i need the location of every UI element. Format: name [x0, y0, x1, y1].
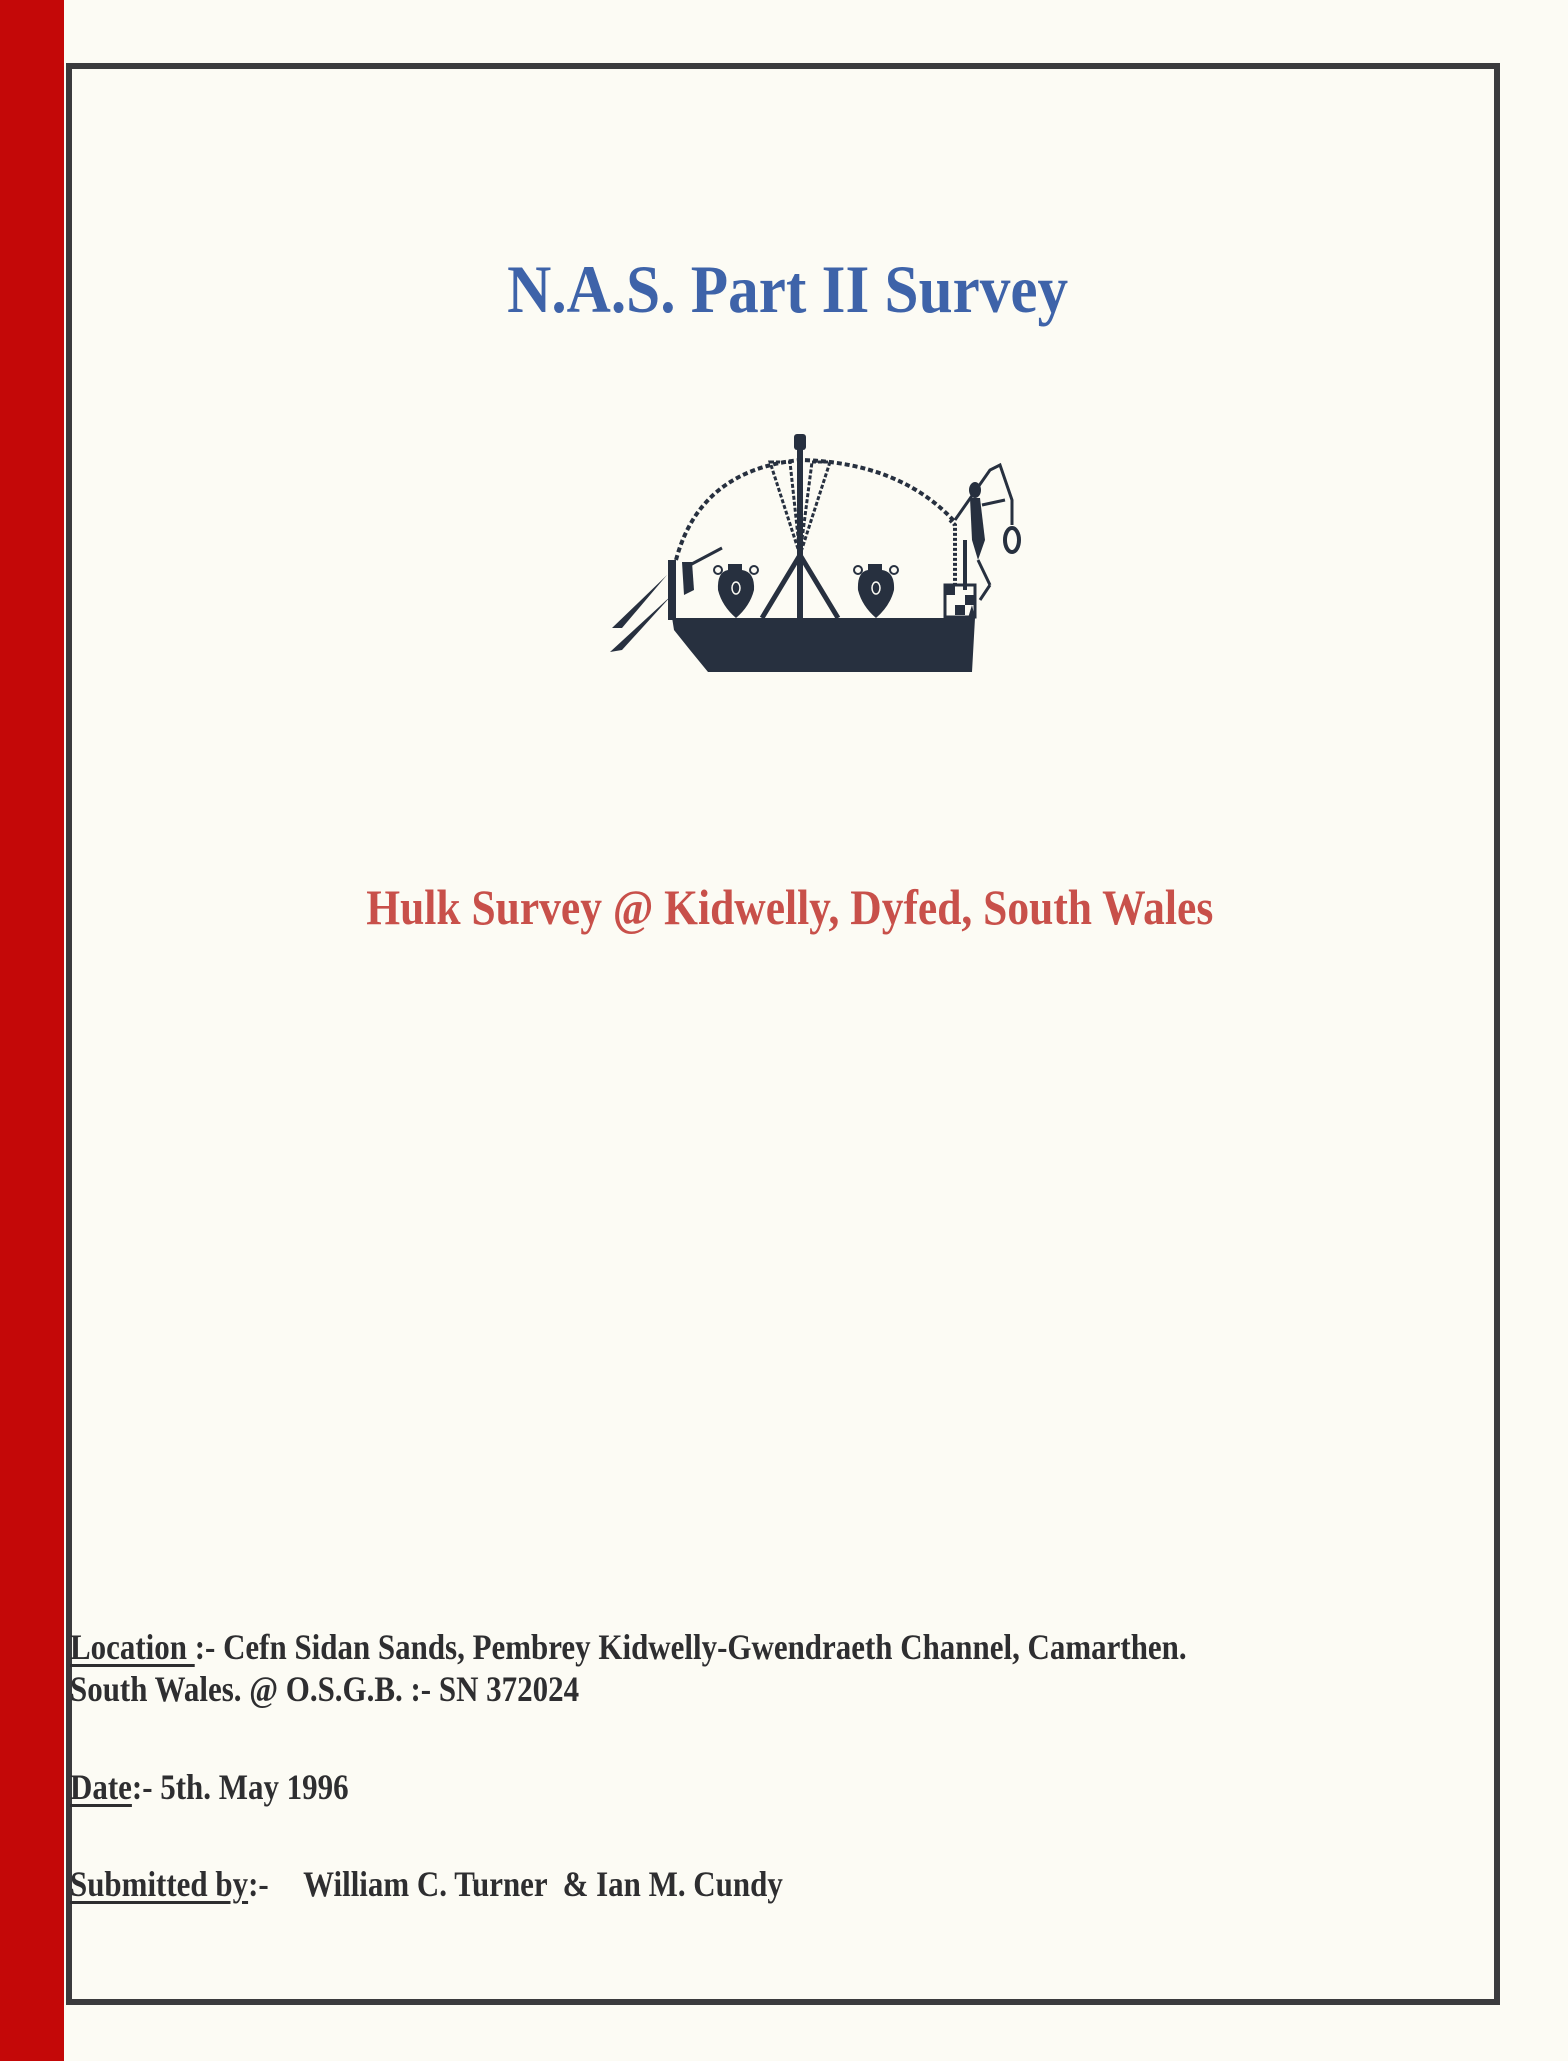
location-line-1	[70, 1626, 1187, 1668]
document-title: N.A.S. Part II Survey	[507, 251, 1069, 327]
date-label: Date	[70, 1767, 132, 1807]
date-line	[70, 1766, 349, 1808]
submitted-by-label: Submitted by	[70, 1864, 249, 1904]
submitted-by-separator: :-	[248, 1864, 269, 1904]
submitted-by-names: William C. Turner & Ian M. Cundy	[303, 1864, 783, 1904]
location-value: :- Cefn Sidan Sands, Pembrey Kidwelly-Gwendraeth Channel, Camarthen.	[194, 1627, 1187, 1667]
location-label: Location	[70, 1627, 195, 1667]
date-value: :- 5th. May 1996	[131, 1767, 349, 1807]
page-border-frame	[66, 63, 1500, 2005]
ship-logo-icon	[600, 425, 1030, 680]
submitted-by-line	[70, 1863, 783, 1905]
location-line-2: South Wales. @ O.S.G.B. :- SN 372024	[70, 1669, 580, 1709]
document-subtitle: Hulk Survey @ Kidwelly, Dyfed, South Wales	[366, 879, 1214, 935]
